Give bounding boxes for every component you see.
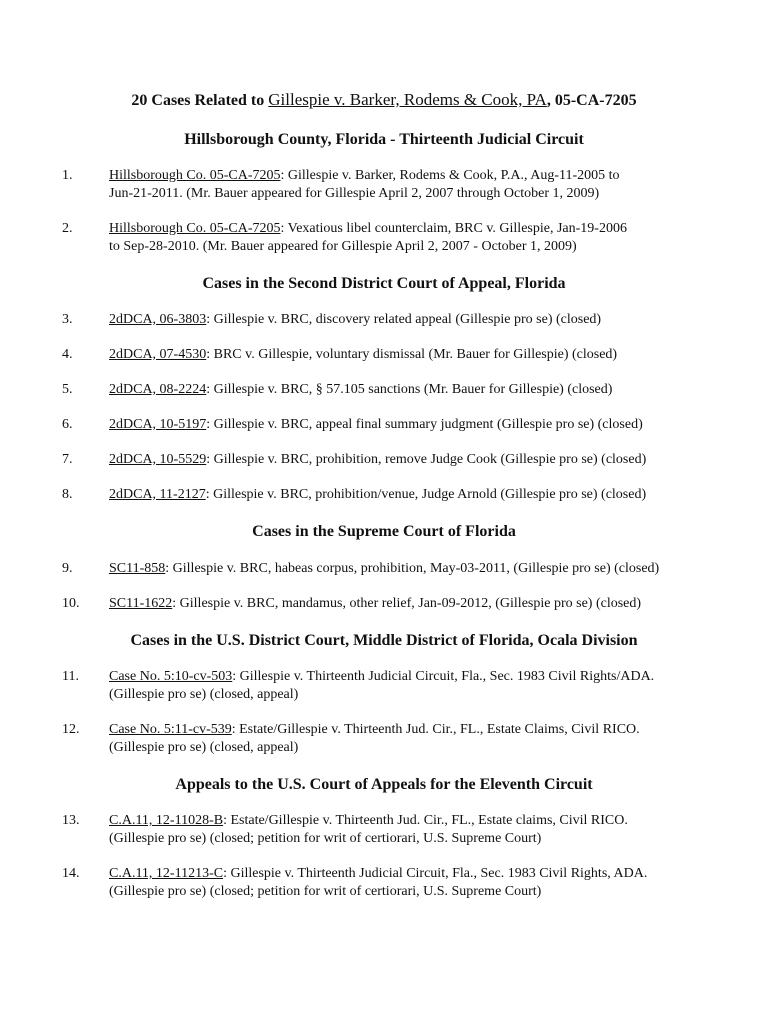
- item-text: : BRC v. Gillespie, voluntary dismissal (Mr. Bauer for Gillespie) (closed): [206, 347, 618, 362]
- item-number: 10.: [62, 596, 80, 611]
- item-text: : Gillespie v. BRC, prohibition, remove Judge Cook (Gillespie pro se) (closed): [206, 452, 647, 467]
- item-number: 5.: [62, 382, 73, 397]
- item-text: : Gillespie v. BRC, mandamus, other relief, Jan-09-2012, (Gillespie pro se) (closed): [172, 596, 642, 611]
- item-number: 2.: [62, 221, 73, 236]
- item-number: 3.: [62, 312, 73, 327]
- title-case-number: 05-CA-7205: [554, 92, 637, 109]
- item-text-line2: (Gillespie pro se) (closed, appeal): [109, 687, 299, 702]
- item-number: 12.: [62, 722, 80, 737]
- case-link[interactable]: C.A.11, 12-11213-C: [109, 866, 224, 881]
- case-link[interactable]: 2dDCA, 06-3803: [109, 312, 207, 327]
- item-number: 6.: [62, 417, 73, 432]
- section-heading: Cases in the U.S. District Court, Middle District of Florida, Ocala Division: [130, 632, 638, 649]
- item-number: 9.: [62, 561, 73, 576]
- item-text: : Gillespie v. BRC, discovery related appeal (Gillespie pro se) (closed): [206, 312, 602, 327]
- case-link[interactable]: 2dDCA, 11-2127: [109, 487, 206, 502]
- item-text-line2: (Gillespie pro se) (closed; petition for writ of certiorari, U.S. Supreme Court): [109, 831, 542, 846]
- item-number: 8.: [62, 487, 73, 502]
- item-text-line2: to Sep-28-2010. (Mr. Bauer appeared for Gillespie April 2, 2007 - October 1, 2009): [109, 239, 577, 254]
- section-heading: Appeals to the U.S. Court of Appeals for the Eleventh Circuit: [175, 776, 593, 793]
- case-link[interactable]: Hillsborough Co. 05-CA-7205: [109, 221, 281, 236]
- section-heading: Hillsborough County, Florida - Thirteenth Judicial Circuit: [184, 131, 584, 148]
- item-text: : Estate/Gillespie v. Thirteenth Jud. Cir., FL., Estate claims, Civil RICO.: [223, 813, 628, 828]
- case-link[interactable]: 2dDCA, 10-5197: [109, 417, 207, 432]
- item-text: : Gillespie v. BRC, habeas corpus, prohibition, May-03-2011, (Gillespie pro se) (closed): [165, 561, 660, 576]
- case-link[interactable]: SC11-858: [109, 561, 166, 576]
- item-number: 7.: [62, 452, 73, 467]
- case-link[interactable]: C.A.11, 12-11028-B: [109, 813, 224, 828]
- section-heading: Cases in the Second District Court of Appeal, Florida: [202, 275, 566, 292]
- case-link[interactable]: 2dDCA, 08-2224: [109, 382, 207, 397]
- document-title: [0, 90, 768, 111]
- section-heading: Cases in the Supreme Court of Florida: [252, 523, 516, 540]
- item-text: : Gillespie v. Thirteenth Judicial Circuit, Fla., Sec. 1983 Civil Rights/ADA.: [232, 669, 655, 684]
- item-text: : Gillespie v. BRC, appeal final summary judgment (Gillespie pro se) (closed): [206, 417, 643, 432]
- case-link[interactable]: Hillsborough Co. 05-CA-7205: [109, 168, 281, 183]
- item-text: : Gillespie v. Barker, Rodems & Cook, P.A., Aug-11-2005 to: [280, 168, 620, 183]
- case-link[interactable]: SC11-1622: [109, 596, 173, 611]
- item-text-line2: (Gillespie pro se) (closed; petition for writ of certiorari, U.S. Supreme Court): [109, 884, 542, 899]
- case-link[interactable]: 2dDCA, 10-5529: [109, 452, 207, 467]
- item-number: 14.: [62, 866, 80, 881]
- item-number: 11.: [62, 669, 79, 684]
- title-separator: ,: [546, 92, 551, 109]
- title-case-name: Gillespie v. Barker, Rodems & Cook, PA: [268, 90, 547, 109]
- item-text-line2: (Gillespie pro se) (closed, appeal): [109, 740, 299, 755]
- item-number: 13.: [62, 813, 80, 828]
- case-link[interactable]: 2dDCA, 07-4530: [109, 347, 207, 362]
- item-text: : Estate/Gillespie v. Thirteenth Jud. Cir., FL., Estate Claims, Civil RICO.: [231, 722, 640, 737]
- item-number: 4.: [62, 347, 73, 362]
- item-text-line2: Jun-21-2011. (Mr. Bauer appeared for Gillespie April 2, 2007 through October 1, 2009): [109, 186, 600, 201]
- item-text: : Gillespie v. Thirteenth Judicial Circuit, Fla., Sec. 1983 Civil Rights, ADA.: [223, 866, 648, 881]
- item-text: : Gillespie v. BRC, prohibition/venue, Judge Arnold (Gillespie pro se) (closed): [205, 487, 647, 502]
- case-link[interactable]: Case No. 5:11-cv-539: [109, 722, 232, 737]
- case-link[interactable]: Case No. 5:10-cv-503: [109, 669, 233, 684]
- title-prefix: 20 Cases Related to: [131, 92, 265, 109]
- item-text: : Vexatious libel counterclaim, BRC v. Gillespie, Jan-19-2006: [280, 221, 627, 236]
- item-text: : Gillespie v. BRC, § 57.105 sanctions (Mr. Bauer for Gillespie) (closed): [206, 382, 613, 397]
- item-number: 1.: [62, 168, 73, 183]
